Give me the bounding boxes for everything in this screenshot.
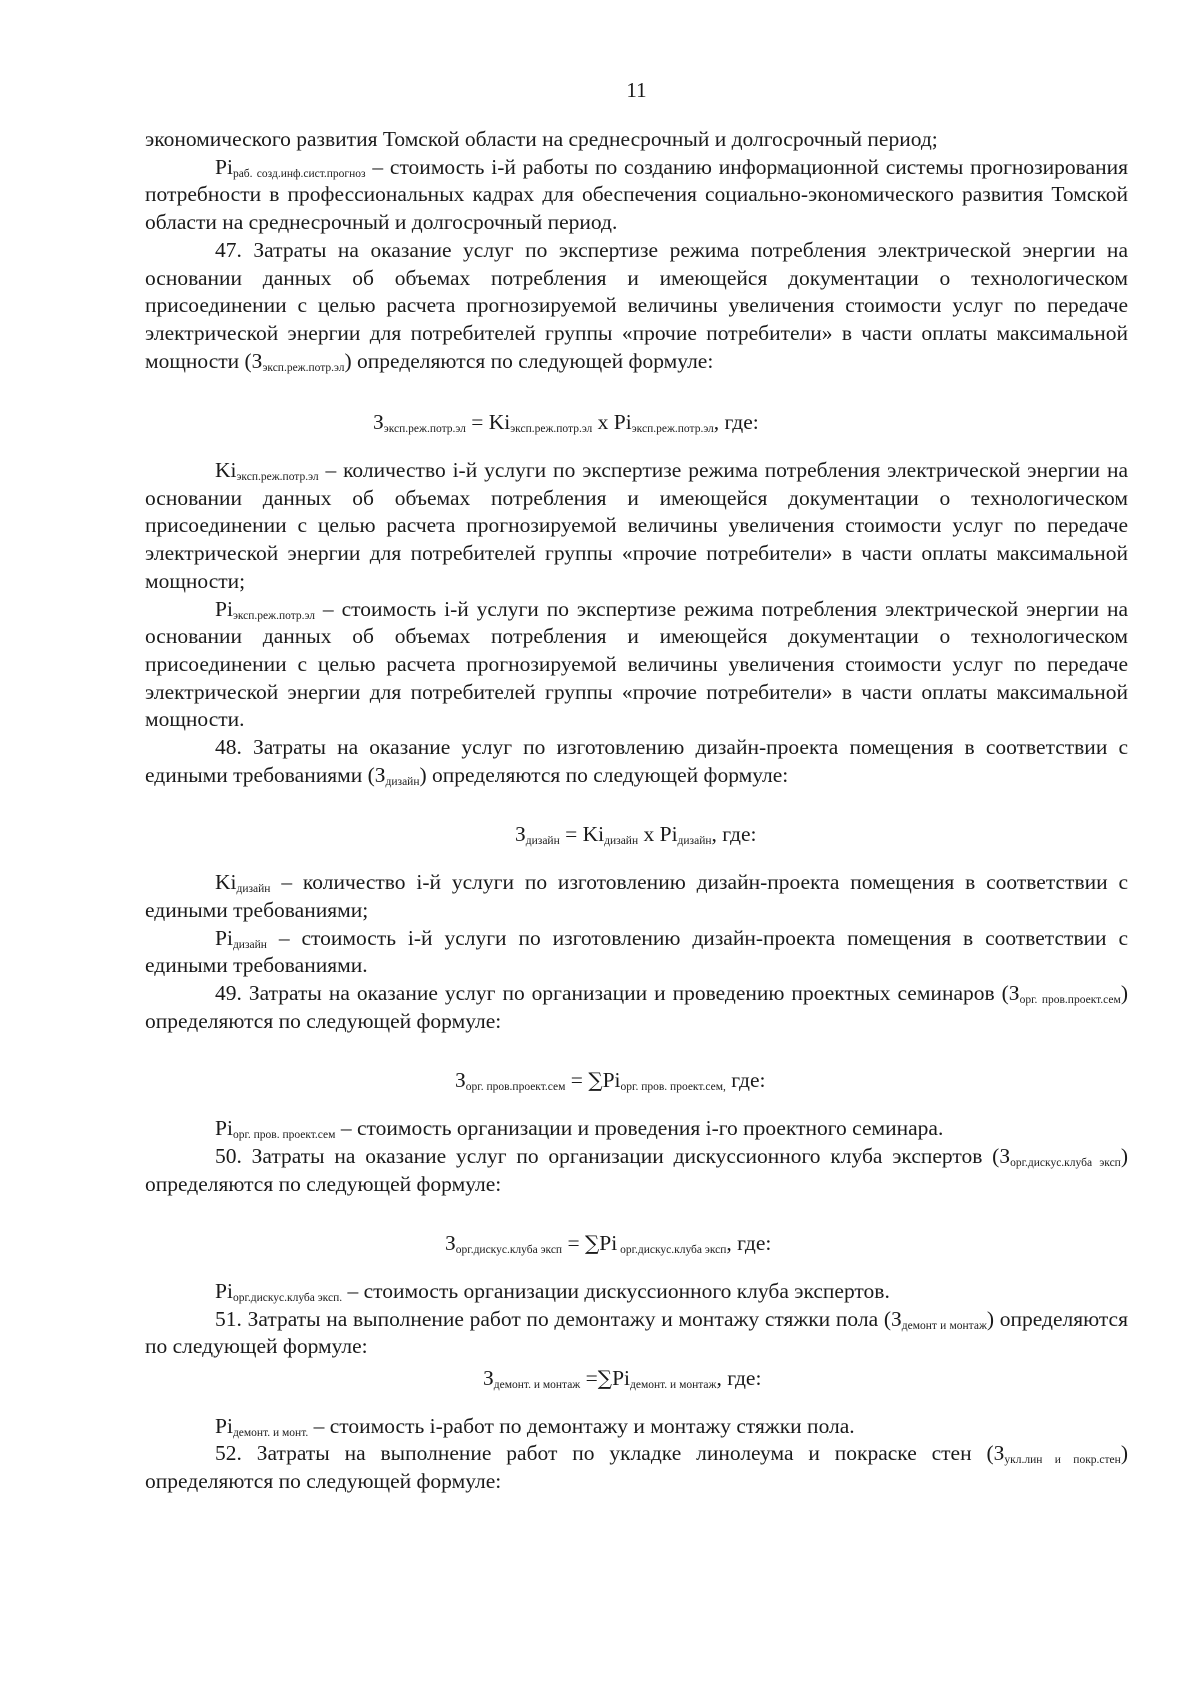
formula-48: $З_{дизайн} = Ki_{дизайн}$ x $Pi_{дизайн}$, где: — [515, 822, 757, 848]
clause-48: 48. Затраты на оказание услуг по изготовлению дизайн-проекта помещения в соответствии с едиными требованиями $(З_{дизайн})$ определяются по следующей формуле: — [145, 735, 1128, 788]
definition-paragraph: $Pi_{дизайн}$ – стоимость i-й услуги по изготовлению дизайн-проекта помещения в соответствии с едиными требованиями. — [145, 925, 1128, 978]
sum-symbol: ∑ — [588, 1068, 603, 1093]
formula-51: $З_{демонт. и монтаж} =\sum Pi_{демонт. и монтаж}$, где: — [483, 1366, 762, 1392]
formula-47: $З_{эксп.реж.потр.эл} = Ki_{эксп.реж.потр.эл}$ x $Pi_{эксп.реж.потр.эл}$, где: — [373, 410, 759, 436]
definition-paragraph: $Pi_{раб. созд.инф.сист.прогноз}$ – стоимость i-й работы по созданию информационной системы прогнозирования потребности в профессиональных кадрах для обеспечения социально-экономического развития Томской области на среднесрочный и долгосрочный период. — [145, 154, 1128, 235]
page-number: 11 — [626, 78, 647, 102]
clause-51: 51. Затраты на выполнение работ по демонтажу и монтажу стяжки пола $(З_{демонт и монтаж})$ определяются по следующей формуле: — [145, 1306, 1128, 1359]
definition-paragraph: $Ki_{эксп.реж.потр.эл}$ – количество i-й услуги по экспертизе режима потребления электрической энергии на основании данных об объемах потребления и имеющейся документации о технологическом присоединении с целью расчета прогнозируемой величины увеличения стоимости услуг по передаче электрической энергии для потребителей группы «прочие потребители» в части оплаты максимальной мощности; — [145, 458, 1128, 593]
definition-paragraph: $Pi_{орг.дискус.клуба эксп.}$ – стоимость организации дискуссионного клуба экспертов. — [215, 1278, 890, 1304]
definition-paragraph: $Pi_{демонт. и монт.}$ – стоимость i-работ по демонтажу и монтажу стяжки пола. — [215, 1413, 855, 1439]
clause-49: 49. Затраты на оказание услуг по организации и проведению проектных семинаров $(З_{орг. пров.проект.сем})$ определяются по следующей формуле: — [145, 980, 1128, 1033]
clause-52: 52. Затраты на выполнение работ по укладке линолеума и покраске стен $(З_{укл.лин и покр.стен})$ определяются по следующей формуле: — [145, 1441, 1128, 1494]
definition-paragraph: $Pi_{орг. пров. проект.сем}$ – стоимость организации и проведения i-го проектного семинара. — [215, 1116, 944, 1142]
clause-50: 50. Затраты на оказание услуг по организации дискуссионного клуба экспертов $(З_{орг.дискус.клуба эксп})$ определяются по следующей формуле: — [145, 1143, 1128, 1196]
document-body — [145, 126, 1128, 1496]
formula-49: $З_{орг. пров.проект.сем} = \sum Pi_{орг. пров. проект.сем,}$ где: — [455, 1068, 766, 1094]
definition-paragraph: $Ki_{дизайн}$ – количество i-й услуги по изготовлению дизайн-проекта помещения в соответствии с едиными требованиями; — [145, 870, 1128, 922]
paragraph: экономического развития Томской области на среднесрочный и долгосрочный период; — [145, 127, 938, 151]
sum-symbol: ∑ — [584, 1231, 600, 1256]
formula-50: $З_{орг.дискус.клуба эксп} = \sum Pi$ $_{орг.дискус.клуба эксп}$, где: — [445, 1231, 772, 1257]
clause-47: 47. Затраты на оказание услуг по экспертизе режима потребления электрической энергии на основании данных об объемах потребления и имеющейся документации о технологическом присоединении с целью расчета прогнозируемой величины увеличения стоимости услуг по передаче электрической энергии для потребителей группы «прочие потребители» в части оплаты максимальной мощности $(З_{эксп.реж.потр.эл})$ определяются по следующей формуле: — [145, 237, 1128, 374]
definition-paragraph: $Pi_{эксп.реж.потр.эл}$ – стоимость i-й услуги по экспертизе режима потребления электрической энергии на основании данных об объемах потребления и имеющейся документации о технологическом присоединении с целью расчета прогнозируемой величины увеличения стоимости услуг по передаче электрической энергии для потребителей группы «прочие потребители» в части оплаты максимальной мощности. — [145, 596, 1128, 732]
sum-symbol: ∑ — [597, 1366, 613, 1391]
